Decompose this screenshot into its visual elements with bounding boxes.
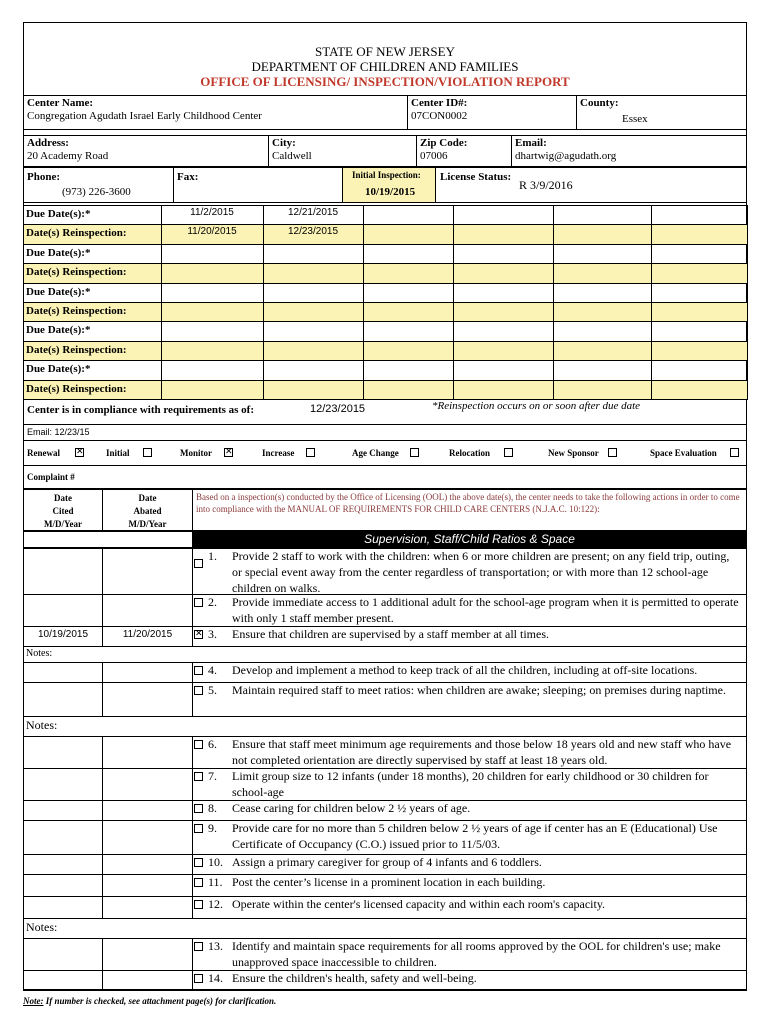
due-grid-cell [553,302,652,322]
requirement-number: 2. [208,595,217,609]
header-department: DEPARTMENT OF CHILDREN AND FAMILIES [251,59,519,74]
due-grid-cell [453,380,554,400]
requirement-checkbox[interactable] [194,740,203,749]
inspection-type-checkbox[interactable] [306,448,315,457]
center-id-value: 07CON0002 [411,110,468,122]
due-grid-cell [651,224,748,245]
inspection-type-checkbox[interactable] [504,448,513,457]
due-grid-cell [161,283,264,303]
due-grid-cell [453,263,554,284]
header-report-title: OFFICE OF LICENSING/ INSPECTION/VIOLATION REPORT [200,74,570,89]
requirement-checkbox[interactable] [194,630,203,639]
due-grid-cell [263,263,364,284]
zip-value: 07006 [420,150,448,162]
document-header [23,44,747,89]
requirement-text: Provide care for no more than 5 children below 2 ½ years of age if center has an E (Educational) Use Certificate of Occupancy (C.O.) issued prior to 11/5/03. [232,821,718,851]
requirement-checkbox[interactable] [194,772,203,781]
due-grid-cell [363,283,454,303]
due-grid-cell [363,244,454,264]
due-grid-cell [651,283,748,303]
date-cited-cell [23,736,103,769]
due-grid-cell [453,283,554,303]
due-grid-cell [651,360,748,381]
inspection-type-label: Initial [106,448,130,458]
reinspection-label: Date(s) Reinspection: [26,344,127,356]
initial-inspection-label: Initial Inspection: [352,170,421,180]
requirement-text: Identify and maintain space requirements for all rooms approved by the OOL for children's use; make unapproved space inaccessible to children. [232,939,721,969]
requirement-text: Ensure that staff meet minimum age requirements and those below 18 years old and new staff who have not completed orientation are directly supervised by staff at least 18 years old. [232,737,732,767]
requirement-number: 6. [208,737,217,751]
email-date-line: Email: 12/23/15 [27,427,90,437]
date-cited-cell [23,682,103,717]
due-grid-cell [651,263,748,284]
date-abated-cell [102,970,193,991]
due-grid-cell [553,283,652,303]
footer-note [23,996,276,1006]
initial-inspection-value: 10/19/2015 [365,186,416,198]
center-id-label: Center ID#: [411,97,468,109]
requirement-checkbox[interactable] [194,598,203,607]
requirement-number: 5. [208,683,217,697]
due-grid-cell [161,341,264,361]
requirement-checkbox[interactable] [194,559,203,568]
due-date-label: Due Date(s):* [26,286,91,298]
due-grid-cell [363,341,454,361]
inspection-type-checkbox[interactable] [608,448,617,457]
due-grid-cell [553,244,652,264]
requirement-checkbox[interactable] [194,858,203,867]
date-cited-cell [23,938,103,971]
date-abated-cell [102,820,193,855]
due-grid-cell [651,302,748,322]
reinspection-label: Date(s) Reinspection: [26,383,127,395]
due-grid-cell [553,380,652,400]
date-abated-cell [102,736,193,769]
requirement-text: Ensure the children's health, safety and well-being. [232,971,477,985]
date-cited-cell [23,970,103,991]
requirement-checkbox[interactable] [194,666,203,675]
date-abated-cell [102,768,193,801]
notes-row [23,716,747,737]
date-abated-cell [102,594,193,627]
compliance-date: 12/23/2015 [310,403,366,415]
phone-value: (973) 226-3600 [62,186,131,198]
section-title-left-cells [23,531,193,548]
due-grid-cell [161,244,264,264]
due-grid-cell [161,360,264,381]
email-date-box [23,424,747,441]
city-value: Caldwell [272,150,312,162]
fax-label: Fax: [177,171,199,183]
requirement-checkbox[interactable] [194,824,203,833]
due-grid-cell [651,341,748,361]
due-grid-cell [263,360,364,381]
due-grid-cell [363,321,454,342]
due-grid-cell [651,321,748,342]
inspection-type-checkbox[interactable] [143,448,152,457]
date-abated-cell [102,874,193,897]
date-cited-cell [23,854,103,875]
requirement-number: 4. [208,663,217,677]
section-title-bar [192,531,747,548]
due-grid-cell [263,302,364,322]
requirement-number: 11. [208,875,223,889]
complaint-label: Complaint # [27,472,75,482]
requirement-checkbox[interactable] [194,942,203,951]
date-cited-cell [23,874,103,897]
inspection-type-checkbox[interactable] [730,448,739,457]
complaint-box [23,465,747,489]
requirement-checkbox[interactable] [194,974,203,983]
date-cited-cell [23,768,103,801]
email-label: Email: [515,137,547,149]
inspection-type-label: Increase [262,448,295,458]
due-date-label: Due Date(s):* [26,208,91,220]
date-cited-cell [23,662,103,683]
date-cited-line2: Cited [52,506,74,516]
due-grid-cell [553,224,652,245]
inspection-type-label: New Sponsor [548,448,599,458]
zip-label: Zip Code: [420,137,468,149]
county-value: Essex [622,113,648,125]
license-status-value: R 3/9/2016 [519,178,573,192]
inspection-type-label: Age Change [352,448,399,458]
due-grid-cell [651,380,748,400]
due-date: 12/21/2015 [287,207,339,218]
reinspection-label: Date(s) Reinspection: [26,227,127,239]
date-abated-header [102,492,193,531]
inspection-type-checkbox[interactable] [410,448,419,457]
due-grid-cell [363,224,454,245]
date-cited-cell [23,820,103,855]
due-grid-cell [363,380,454,400]
date-cited-line3: M/D/Year [44,519,82,529]
requirement-text: Maintain required staff to meet ratios: when children are awake; sleeping; on premises during naptime. [232,683,726,697]
date-abated-cell [102,662,193,683]
due-grid-cell [553,341,652,361]
due-date: 11/2/2015 [190,207,234,218]
date-abated-line3: M/D/Year [128,519,167,529]
due-grid-cell [453,321,554,342]
due-grid-cell [651,244,748,264]
requirement-checkbox[interactable] [194,900,203,909]
requirement-text: Provide 2 staff to work with the children: when 6 or more children are present; on any field trip, outing, or special event away from the center regardless of transportation; or with more than 12 school-age children on walks. [232,549,730,595]
requirement-text: Cease caring for children below 2 ½ years of age. [232,801,471,815]
date-abated-value: 11/20/2015 [122,629,173,640]
requirement-number: 1. [208,549,217,563]
inspection-type-label: Renewal [27,448,60,458]
date-abated-cell [102,800,193,821]
due-grid-cell [453,205,554,225]
due-grid-cell [453,360,554,381]
date-abated-cell [102,548,193,595]
date-cited-cell [23,896,103,919]
due-grid-cell [453,224,554,245]
date-abated-cell [102,896,193,919]
requirement-text: Post the center’s license in a prominent location in each building. [232,875,546,889]
requirement-text: Assign a primary caregiver for group of 4 infants and 6 toddlers. [232,855,542,869]
reinspection-date: 12/23/2015 [287,226,339,237]
date-abated-line1: Date [138,493,157,503]
table-intro-text: Based on a inspection(s) conducted by the Office of Licensing (OOL) the above date(s), the center needs to take the following actions in order to come into compliance with the MANUAL OF REQUIREMENTS FOR CHILD CARE CENTERS (N.J.A.C. 10:122): [196,492,740,514]
notes-row [23,918,747,939]
license-status-label: License Status: [440,171,512,183]
requirement-text: Limit group size to 12 infants (under 18 months), 20 children for early childhood or 30 children for school-age [232,769,709,799]
due-date-label: Due Date(s):* [26,324,91,336]
date-abated-line2: Abated [133,506,162,516]
county-label: County: [580,97,619,109]
requirement-number: 3. [208,627,217,641]
due-grid-cell [263,380,364,400]
date-cited-line1: Date [54,493,72,503]
due-date-label: Due Date(s):* [26,363,91,375]
reinspection-date: 11/20/2015 [187,226,237,237]
due-grid-cell [263,283,364,303]
due-grid-cell [161,302,264,322]
center-name-value: Congregation Agudath Israel Early Childhood Center [27,110,262,122]
address-value: 20 Academy Road [27,150,109,162]
due-grid-cell [553,360,652,381]
due-grid-cell [161,380,264,400]
requirement-number: 13. [208,939,223,953]
requirement-number: 8. [208,801,217,815]
footer-note-label: Note: [23,996,44,1006]
date-cited-value: 10/19/2015 [37,629,89,640]
notes-row [23,646,747,663]
due-grid-cell [453,341,554,361]
date-cited-cell [23,548,103,595]
requirement-text: Ensure that children are supervised by a staff member at all times. [232,627,550,641]
date-abated-cell [102,854,193,875]
inspection-type-checkbox[interactable] [75,448,84,457]
requirement-number: 7. [208,769,217,783]
date-cited-header [23,492,103,531]
due-grid-cell [263,244,364,264]
reinspection-label: Date(s) Reinspection: [26,266,127,278]
due-grid-cell [161,263,264,284]
notes-label: Notes: [26,920,58,934]
inspection-type-label: Space Evaluation [650,448,717,458]
requirement-number: 10. [208,855,223,869]
inspection-type-label: Relocation [449,448,490,458]
requirement-text: Develop and implement a method to keep track of all the children, including at off-site locations. [232,663,698,677]
city-label: City: [272,137,296,149]
footer-note-text: If number is checked, see attachment page(s) for clarification. [43,996,277,1006]
due-date-label: Due Date(s):* [26,247,91,259]
date-abated-cell [102,682,193,717]
fax-box [173,167,343,203]
date-cited-cell [23,594,103,627]
requirement-checkbox[interactable] [194,686,203,695]
requirement-checkbox[interactable] [194,804,203,813]
email-value: dhartwig@agudath.org [515,150,617,162]
reinspection-note: *Reinspection occurs on or soon after due date [432,400,641,412]
due-grid-cell [363,302,454,322]
due-grid-cell [553,205,652,225]
due-grid-cell [263,341,364,361]
requirement-number: 12. [208,897,223,911]
requirement-checkbox[interactable] [194,878,203,887]
date-cited-cell [23,800,103,821]
due-grid-cell [651,205,748,225]
due-grid-cell [453,302,554,322]
compliance-label: Center is in compliance with requirements as of: [27,404,255,416]
inspection-type-label: Monitor [180,448,212,458]
reinspection-label: Date(s) Reinspection: [26,305,127,317]
due-grid-cell [263,321,364,342]
requirement-number: 14. [208,971,223,985]
due-grid-cell [553,321,652,342]
due-grid-cell [161,321,264,342]
requirement-text: Provide immediate access to 1 additional adult for the school-age program when it is permitted to operate with only 1 staff member present. [232,595,739,625]
due-grid-cell [453,244,554,264]
notes-label: Notes: [26,718,58,732]
notes-label: Notes: [26,648,53,659]
due-grid-cell [363,360,454,381]
address-label: Address: [27,137,69,149]
due-grid-cell [553,263,652,284]
inspection-type-checkbox[interactable] [224,448,233,457]
due-grid-cell [363,263,454,284]
header-state: STATE OF NEW JERSEY [315,44,455,59]
phone-label: Phone: [27,171,60,183]
date-abated-cell [102,938,193,971]
due-grid-cell [363,205,454,225]
center-name-label: Center Name: [27,97,94,109]
requirement-number: 9. [208,821,217,835]
requirement-text: Operate within the center's licensed capacity and within each room's capacity. [232,897,606,911]
section-title: Supervision, Staff/Child Ratios & Space [364,532,575,546]
